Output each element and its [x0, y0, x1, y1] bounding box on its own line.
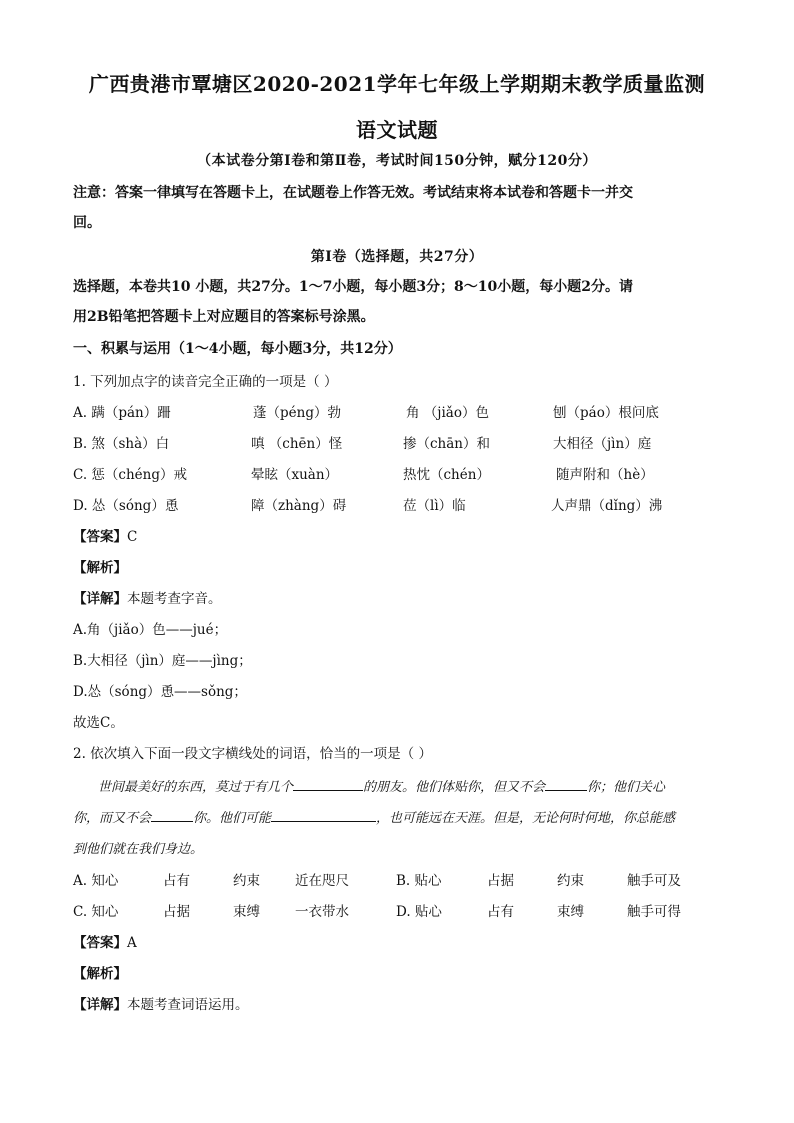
- q1-d-item-1: D. 怂（sóng）恿: [73, 498, 179, 514]
- q1-a-item-3: 角 （jiǎo）色: [406, 405, 489, 421]
- q2-c-word-4: 一衣带水: [295, 904, 349, 920]
- q2-c-word-1: C. 知心: [73, 904, 119, 920]
- q2-b-word-1: B. 贴心: [396, 873, 442, 889]
- q2-passage-line-1: [98, 776, 665, 795]
- q1-c-item-4: 随声附和（hè）: [556, 467, 654, 483]
- q1-detail: [73, 587, 222, 607]
- q1-b-item-3: 掺（chān）和: [403, 436, 490, 452]
- q1-analysis-label: 【解析】: [73, 560, 127, 576]
- q1-b-item-1: B. 煞（shà）白: [73, 436, 170, 452]
- q2-d-word-1: D. 贴心: [396, 904, 442, 920]
- q2-answer-value: A: [127, 935, 137, 951]
- q1-detail-label: 【详解】: [73, 591, 127, 607]
- q2-a-word-4: 近在咫尺: [295, 873, 349, 889]
- blank-1: [293, 776, 363, 791]
- q2-b-word-4: 触手可及: [627, 873, 681, 889]
- subject-title: 语文试题: [356, 118, 438, 142]
- q1-a-item-4: 刨（páo）根问底: [553, 405, 659, 421]
- q1-c-item-3: 热忱（chén）: [403, 467, 490, 483]
- q1-answer: [73, 525, 137, 545]
- part-heading: 一、积累与运用（1～4小题，每小题3分，共12分）: [73, 341, 402, 357]
- q2-d-word-2: 占有: [487, 904, 514, 920]
- q1-a-item-2: 蓬（péng）勃: [253, 405, 341, 421]
- q2-analysis-label: 【解析】: [73, 966, 127, 982]
- q2-passage-1c: 你；他们关心: [587, 780, 666, 795]
- notice-line-2: 回。: [73, 215, 101, 231]
- q2-b-word-2: 占据: [487, 873, 514, 889]
- q1-note-a: A.角（jiǎo）色——jué；: [73, 622, 228, 638]
- q2-d-word-3: 束缚: [557, 904, 584, 920]
- exam-info: （本试卷分第Ⅰ卷和第Ⅱ卷，考试时间150分钟，赋分120分）: [197, 153, 597, 169]
- q2-d-word-4: 触手可得: [627, 904, 681, 920]
- q2-passage-1b: 的朋友。他们体贴你，但又不会: [363, 780, 546, 795]
- q2-c-word-3: 束缚: [233, 904, 260, 920]
- section-intro-line-2: 用2B铅笔把答题卡上对应题目的答案标号涂黑。: [73, 309, 375, 325]
- q1-a-item-1: A. 蹒（pán）跚: [73, 405, 171, 421]
- q2-detail-label: 【详解】: [73, 997, 127, 1013]
- q2-answer: [73, 931, 137, 951]
- q1-answer-label: 【答案】: [73, 529, 127, 545]
- section-heading: 第Ⅰ卷（选择题，共27分）: [310, 249, 484, 265]
- q2-a-word-2: 占有: [163, 873, 190, 889]
- q1-d-item-2: 障（zhàng）碍: [251, 498, 347, 514]
- q1-detail-text: 本题考查字音。: [127, 591, 222, 607]
- q2-detail: [73, 993, 249, 1013]
- q2-c-word-2: 占据: [163, 904, 190, 920]
- blank-4: [271, 807, 376, 822]
- q2-passage-line-2: [73, 807, 675, 826]
- q2-passage-2b: 你。他们可能: [193, 811, 272, 826]
- notice-line-1: 注意：答案一律填写在答题卡上，在试题卷上作答无效。考试结束将本试卷和答题卡一并交: [73, 185, 633, 201]
- q2-a-word-3: 约束: [233, 873, 260, 889]
- q1-conclusion: 故选C。: [73, 715, 124, 731]
- blank-3: [151, 807, 193, 822]
- q1-d-item-3: 莅（lì）临: [403, 498, 466, 514]
- q2-stem: 2. 依次填入下面一段文字横线处的词语，恰当的一项是（ ）: [73, 746, 432, 762]
- q1-b-item-4: 大相径（jìn）庭: [553, 436, 652, 452]
- q2-passage-2c: ，也可能远在天涯。但是，无论何时何地，你总能感: [376, 811, 676, 826]
- q2-a-word-1: A. 知心: [73, 873, 119, 889]
- q1-answer-value: C: [127, 529, 138, 545]
- q2-b-word-3: 约束: [557, 873, 584, 889]
- q2-detail-text: 本题考查词语运用。: [127, 997, 249, 1013]
- exam-title: 广西贵港市覃塘区2020-2021学年七年级上学期期末教学质量监测: [88, 72, 706, 96]
- section-intro-line-1: 选择题，本卷共10 小题，共27分。1～7小题，每小题3分；8～10小题，每小题2分。请: [73, 279, 634, 295]
- q2-passage-line-3: 到他们就在我们身边。: [73, 842, 204, 857]
- q1-d-item-4: 人声鼎（dǐng）沸: [551, 498, 663, 514]
- q1-b-item-2: 嗔 （chēn）怪: [251, 436, 343, 452]
- q1-c-item-1: C. 惩（chéng）戒: [73, 467, 188, 483]
- q1-note-b: B.大相径（jìn）庭——jìng；: [73, 653, 252, 669]
- q1-note-d: D.怂（sóng）恿——sǒng；: [73, 684, 247, 700]
- q1-stem: 1. 下列加点字的读音完全正确的一项是（ ）: [73, 374, 338, 390]
- q2-answer-label: 【答案】: [73, 935, 127, 951]
- q2-passage-1a: 世间最美好的东西，莫过于有几个: [98, 780, 294, 795]
- q2-passage-2a: 你，而又不会: [73, 811, 152, 826]
- blank-2: [545, 776, 587, 791]
- q1-c-item-2: 晕眩（xuàn）: [251, 467, 339, 483]
